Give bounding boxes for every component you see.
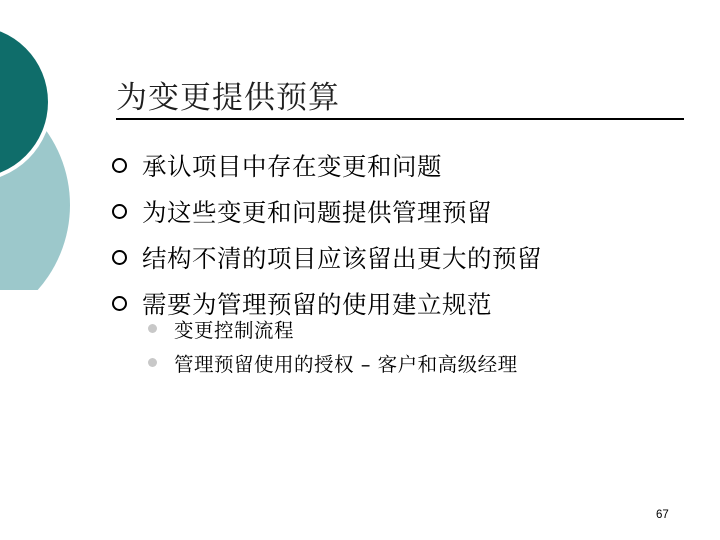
sub-bullet-list [148, 314, 518, 382]
dot-bullet-icon [148, 324, 157, 333]
ring-bullet-icon [112, 204, 127, 219]
bullet-text: 承认项目中存在变更和问题 [142, 151, 442, 181]
ring-bullet-icon [112, 296, 127, 311]
ring-bullet-icon [112, 158, 127, 173]
slide-title: 为变更提供预算 [116, 80, 340, 116]
sub-bullet-item [148, 348, 518, 377]
bullet-item [112, 148, 542, 182]
sub-bullet-text: 变更控制流程 [174, 318, 295, 342]
page-number: 67 [656, 509, 669, 521]
bullet-item [112, 240, 542, 274]
bullet-text: 为这些变更和问题提供管理预留 [142, 197, 492, 227]
sub-bullet-text: 管理预留使用的授权 – 客户和高级经理 [174, 352, 518, 376]
decorative-teal-circles [0, 0, 90, 290]
dot-bullet-icon [148, 358, 157, 367]
bullet-item [112, 194, 542, 228]
ring-bullet-icon [112, 250, 127, 265]
bullet-list [112, 148, 542, 332]
sub-bullet-item [148, 314, 518, 343]
title-underline [116, 118, 684, 120]
bullet-text: 需要为管理预留的使用建立规范 [142, 289, 492, 319]
bullet-text: 结构不清的项目应该留出更大的预留 [142, 243, 542, 273]
